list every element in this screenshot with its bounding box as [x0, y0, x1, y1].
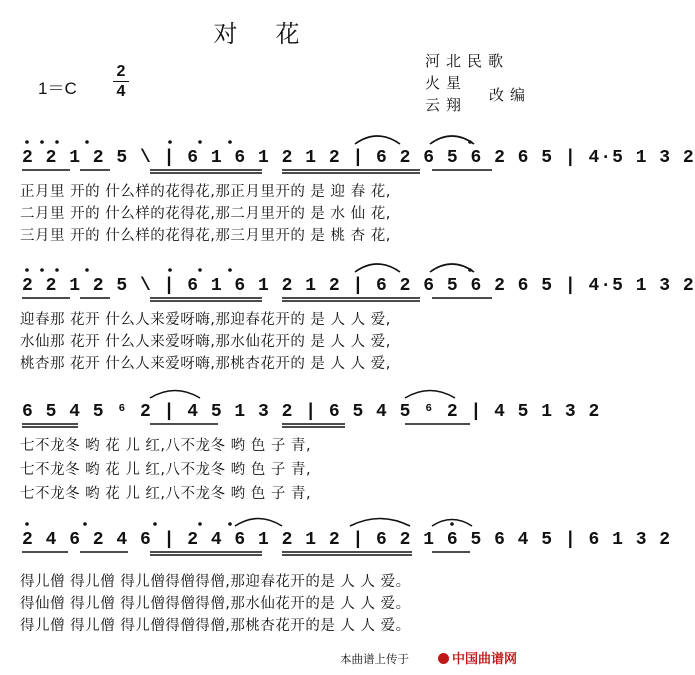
- octave-dot: [198, 268, 202, 272]
- system-4-notes: 2 4 6 2 4 6 | 2 4 6 1 2 1 2 | 6 2 1 6 5 6 4 5 | 6 1 3 2: [22, 530, 672, 550]
- octave-dot: [450, 522, 454, 526]
- system-3-notes: 6 5 4 5 ⁶ 2 | 4 5 1 3 2 | 6 5 4 5 ⁶ 2 | 4 5 1 3 2: [22, 402, 601, 422]
- octave-dot: [198, 522, 202, 526]
- upload-note: 本曲谱上传于: [340, 652, 409, 666]
- system-1-lyric-2: 二月里 开的 什么样的花得花,那二月里开的 是 水 仙 花,: [20, 206, 391, 222]
- octave-dot: [85, 140, 89, 144]
- logo-text: 中国曲谱网: [452, 652, 518, 667]
- slur: [405, 391, 455, 399]
- system-3-lyric-1: 七不龙冬 哟 花 儿 红,八不龙冬 哟 色 子 青,: [20, 438, 312, 454]
- slur: [430, 136, 474, 144]
- slur: [355, 136, 400, 144]
- system-2-lyric-3: 桃杏那 花开 什么人来爱呀嗨,那桃杏花开的 是 人 人 爱,: [20, 356, 391, 372]
- song-title: 对花: [213, 20, 338, 48]
- time-signature-top: 2: [116, 63, 126, 80]
- octave-dot: [168, 268, 172, 272]
- system-3-lyric-3: 七不龙冬 哟 花 儿 红,八不龙冬 哟 色 子 青,: [20, 486, 312, 502]
- site-logo[interactable]: [438, 648, 517, 667]
- octave-dot: [83, 522, 87, 526]
- system-3-lyric-2: 七不龙冬 哟 花 儿 红,八不龙冬 哟 色 子 青,: [20, 462, 312, 478]
- octave-dot: [228, 140, 232, 144]
- credit-role: 改编: [489, 86, 532, 104]
- octave-dot: [468, 268, 472, 272]
- octave-dot: [198, 140, 202, 144]
- logo-icon: [438, 653, 449, 664]
- credit-origin: 河北民歌: [425, 52, 510, 70]
- system-2-lyric-2: 水仙那 花开 什么人来爱呀嗨,那水仙花开的 是 人 人 爱,: [20, 334, 391, 350]
- system-4-lyric-3: 得儿僧 得儿僧 得儿僧得僧得僧,那桃杏花开的是 人 人 爱。: [20, 618, 411, 634]
- system-2-notes: 2 2 1 2 5 \ | 6 1 6 1 2 1 2 | 6 2 6 5 6 2 6 5 | 4·5 1 3 2: [22, 276, 695, 296]
- system-4-lyric-1: 得儿僧 得儿僧 得儿僧得僧得僧,那迎春花开的是 人 人 爱。: [20, 574, 411, 590]
- slur: [350, 519, 410, 527]
- slur: [355, 264, 400, 272]
- system-4-lyric-2: 得仙僧 得儿僧 得儿僧得僧得僧,那水仙花开的是 人 人 爱。: [20, 596, 411, 612]
- octave-dot: [168, 140, 172, 144]
- octave-dot: [228, 268, 232, 272]
- octave-dot: [25, 522, 29, 526]
- octave-dot: [40, 140, 44, 144]
- octave-dot: [228, 522, 232, 526]
- credit-arranger-2: 云翔: [425, 96, 468, 114]
- slur: [430, 264, 474, 272]
- system-1-lyric-1: 正月里 开的 什么样的花得花,那正月里开的 是 迎 春 花,: [20, 184, 391, 200]
- octave-dot: [55, 140, 59, 144]
- octave-dot: [85, 268, 89, 272]
- octave-dot: [25, 268, 29, 272]
- slur: [150, 391, 200, 399]
- octave-dot: [25, 140, 29, 144]
- octave-dot: [153, 522, 157, 526]
- time-signature-bottom: 4: [116, 83, 126, 100]
- octave-dot: [468, 140, 472, 144]
- octave-dot: [55, 268, 59, 272]
- octave-dot: [40, 268, 44, 272]
- key-signature: 1＝C: [38, 79, 77, 98]
- system-1-notes: 2 2 1 2 5 \ | 6 1 6 1 2 1 2 | 6 2 6 5 6 2 6 5 | 4·5 1 3 2: [22, 148, 695, 168]
- system-1-lyric-3: 三月里 开的 什么样的花得花,那三月里开的 是 桃 杏 花,: [20, 228, 391, 244]
- credit-arranger-1: 火星: [425, 74, 468, 92]
- system-2-lyric-1: 迎春那 花开 什么人来爱呀嗨,那迎春花开的 是 人 人 爱,: [20, 312, 391, 328]
- slur: [235, 519, 282, 527]
